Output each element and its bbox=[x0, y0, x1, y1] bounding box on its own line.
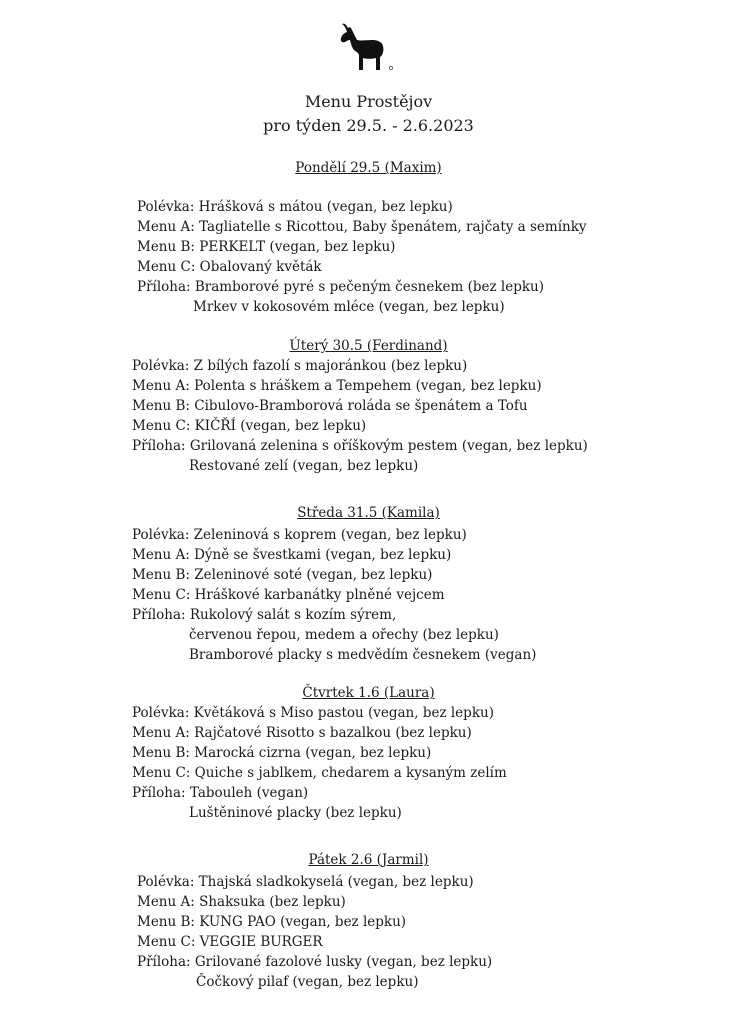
menu-line: Příloha: Grilovaná zelenina s oříškovým pestem (vegan, bez lepku) bbox=[132, 438, 588, 454]
menu-line: Luštěninové placky (bez lepku) bbox=[189, 805, 402, 821]
day-heading: Čtvrtek 1.6 (Laura) bbox=[302, 685, 435, 701]
day-heading: Pátek 2.6 (Jarmil) bbox=[308, 852, 429, 868]
menu-line: Menu A: Polenta s hráškem a Tempehem (vegan, bez lepku) bbox=[132, 378, 542, 394]
menu-line: Menu B: KUNG PAO (vegan, bez lepku) bbox=[137, 914, 407, 930]
menu-line: Menu A: Rajčatové Risotto s bazalkou (bez lepku) bbox=[132, 725, 472, 741]
menu-line: Menu C: VEGGIE BURGER bbox=[137, 934, 323, 950]
day-heading: Pondělí 29.5 (Maxim) bbox=[295, 160, 442, 176]
menu-line: Polévka: Zeleninová s koprem (vegan, bez lepku) bbox=[132, 527, 467, 543]
menu-line: Restované zelí (vegan, bez lepku) bbox=[189, 458, 419, 474]
menu-line: Příloha: Tabouleh (vegan) bbox=[132, 785, 309, 801]
menu-line: Bramborové placky s medvědím česnekem (vegan) bbox=[189, 647, 537, 663]
menu-line: Menu B: Zeleninové soté (vegan, bez lepku) bbox=[132, 567, 433, 583]
menu-line: Menu C: Obalovaný květák bbox=[137, 259, 322, 275]
menu-line: Polévka: Hrášková s mátou (vegan, bez lepku) bbox=[137, 199, 453, 215]
menu-line: Příloha: Bramborové pyré s pečeným česnekem (bez lepku) bbox=[137, 279, 544, 295]
day-heading: Úterý 30.5 (Ferdinand) bbox=[289, 338, 448, 354]
menu-line: Menu B: Cibulovo-Bramborová roláda se špenátem a Tofu bbox=[132, 398, 528, 414]
menu-line: Polévka: Thajská sladkokyselá (vegan, bez lepku) bbox=[137, 874, 474, 890]
menu-line: Menu B: PERKELT (vegan, bez lepku) bbox=[137, 239, 396, 255]
menu-line: Menu A: Shaksuka (bez lepku) bbox=[137, 894, 346, 910]
menu-line: Menu C: KIČŘÍ (vegan, bez lepku) bbox=[132, 418, 367, 434]
menu-line: Mrkev v kokosovém mléce (vegan, bez lepku) bbox=[193, 299, 505, 315]
goat-logo-icon bbox=[336, 22, 396, 74]
menu-line: Čočkový pilaf (vegan, bez lepku) bbox=[196, 974, 419, 990]
menu-line: Polévka: Květáková s Miso pastou (vegan, bez lepku) bbox=[132, 705, 494, 721]
menu-line: Menu A: Tagliatelle s Ricottou, Baby špenátem, rajčaty a semínky bbox=[137, 219, 587, 235]
menu-title: Menu Prostějov bbox=[304, 92, 433, 111]
menu-line: Menu C: Quiche s jablkem, chedarem a kysaným zelím bbox=[132, 765, 507, 781]
day-heading: Středa 31.5 (Kamila) bbox=[297, 505, 440, 521]
menu-line: Menu C: Hráškové karbanátky plněné vejcem bbox=[132, 587, 445, 603]
menu-week: pro týden 29.5. - 2.6.2023 bbox=[263, 116, 474, 135]
menu-line: červenou řepou, medem a ořechy (bez lepku) bbox=[189, 627, 499, 643]
menu-line: Příloha: Grilované fazolové lusky (vegan, bez lepku) bbox=[137, 954, 493, 970]
menu-line: Menu A: Dýně se švestkami (vegan, bez lepku) bbox=[132, 547, 452, 563]
menu-line: Polévka: Z bílých fazolí s majoránkou (bez lepku) bbox=[132, 358, 468, 374]
menu-line: Menu B: Marocká cizrna (vegan, bez lepku) bbox=[132, 745, 432, 761]
menu-line: Příloha: Rukolový salát s kozím sýrem, bbox=[132, 607, 397, 623]
